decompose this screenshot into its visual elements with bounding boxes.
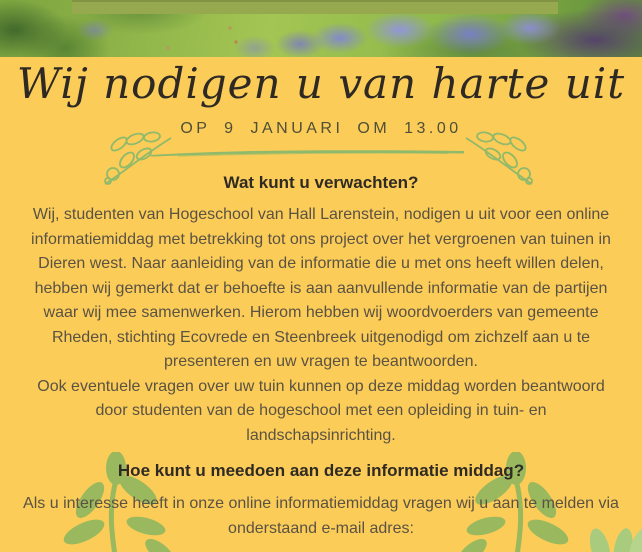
invitation-title: Wij nodigen u van harte uit bbox=[16, 59, 626, 108]
heading-what-to-expect: Wat kunt u verwachten? bbox=[223, 173, 419, 192]
event-datetime: OP 9 JANUARI OM 13.00 bbox=[180, 120, 462, 137]
heading-how-to-join: Hoe kunt u meedoen aan deze informatie middag? bbox=[117, 461, 525, 480]
paragraph-project-info: Wij, studenten van Hogeschool van Hall Larenstein, nodigen u uit voor een online informatiemiddag met betrekking tot ons project over het vergroenen van tuinen in Dieren west. Naar aanleiding van de informatie die u met ons heeft willen delen, hebben wij gemerkt dat er behoefte is aan aanvullende informatie van de partijen waar wij mee samenwerken. Hierom hebben wij woordvoerders van gemeente Rheden, stichting Ecovrede en Steenbreek uitgenodigd om zichzelf aan u te presenteren en uw vragen te beantwoorden. bbox=[31, 206, 611, 370]
paragraph-garden-questions: Ook eventuele vragen over uw tuin kunnen op deze middag worden beantwoord door studenten van de hogeschool met een opleiding in tuin- en landschapsinrichting. bbox=[37, 377, 605, 444]
paragraph-signup-info: Als u interesse heeft in onze online informatiemiddag vragen wij u aan te melden via onderstaand e-mail adres: bbox=[23, 495, 619, 537]
